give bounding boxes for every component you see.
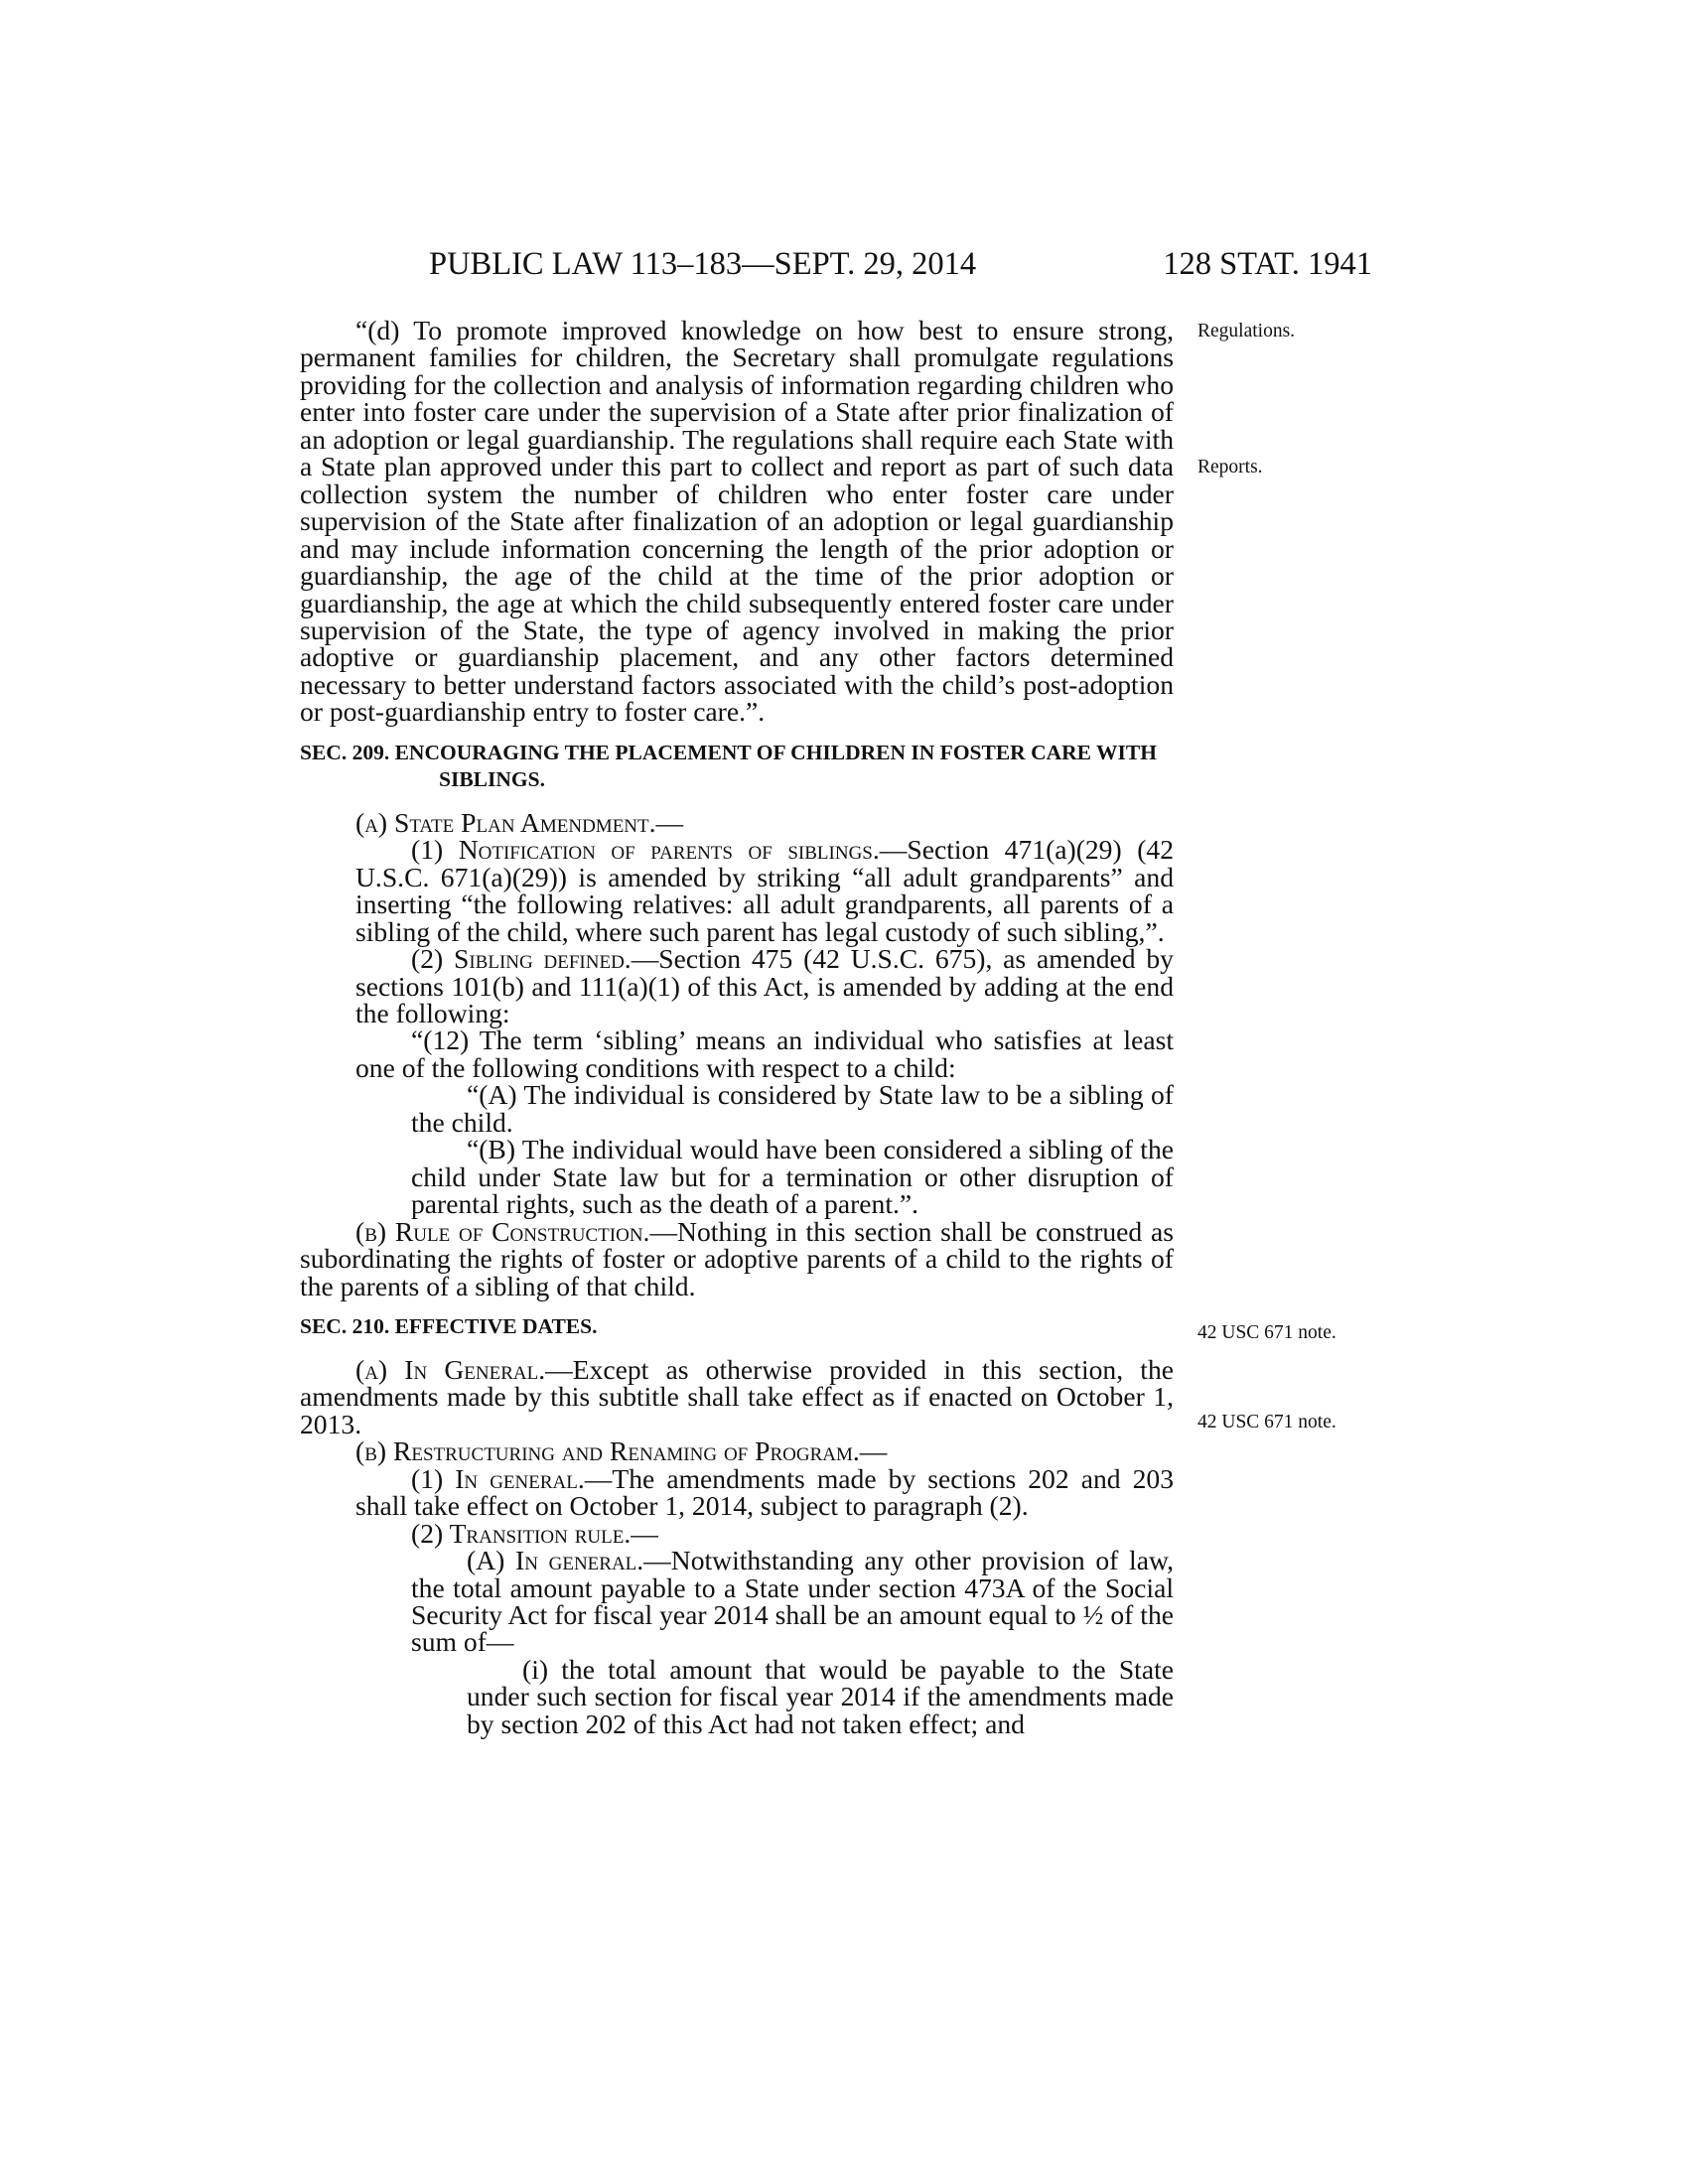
effective-paragraph-b2-heading [300,1517,1174,1549]
margin-note-usc-671-first: 42 USC 671 note. [1197,1322,1336,1343]
paragraph-a1-text: Section 471(a)(29) (42 U.S.C. 671(a)(29)) is amended by striking “all adult grandparents” and inserting “the following relatives: all adult grandparents, all parents of a sibling of the child, where such parent has legal custody of such sibling,”. [355,834,1174,947]
paragraph-a1-label: (1) Notification of parents of siblings.— [411,834,908,866]
effective-subparagraph-a-label: (A) In general.— [467,1545,671,1576]
effective-subsection-b-heading [300,1435,1174,1467]
margin-note-usc-671-second: 42 USC 671 note. [1197,1412,1336,1433]
effective-subsection-a [300,1353,1174,1439]
subsection-a-label: (a) State Plan Amendment.— [355,806,684,838]
effective-paragraph-b1 [300,1462,1174,1522]
effective-subsection-b-label: (b) Restructuring and Renaming of Program.— [355,1435,888,1467]
effective-clause-i: (i) the total amount that would be payable to the State under such section for fiscal year 2014 if the amendments made by section 202 of this Act had not taken effect; and [467,1653,1174,1739]
section-210-heading: SEC. 210. EFFECTIVE DATES. [300,1313,598,1338]
document-body [300,317,1174,1737]
effective-paragraph-b2-label: (2) Transition rule.— [411,1517,658,1549]
subsection-b-label: (b) Rule of Construction.— [355,1215,678,1247]
effective-paragraph-b1-text: The amendments made by sections 202 and 203 shall take effect on October 1, 2014, subject to paragraph (2). [355,1462,1174,1522]
quoted-paragraph-12: “(12) The term ‘sibling’ means an individual who satisfies at least one of the following conditions with respect to a child: [355,1024,1174,1083]
public-law-citation: PUBLIC LAW 113–183—SEPT. 29, 2014 [429,246,977,282]
margin-note-reports: Reports. [1197,457,1263,478]
subsection-b-text: Nothing in this section shall be construed as subordinating the rights of foster or adoptive parents of a child to the rights of the parents of a sibling of that child. [300,1215,1175,1301]
effective-subparagraph-a-text: Notwithstanding any other provision of law, the total amount payable to a State under section 473A of the Social Security Act for fiscal year 2014 shall be an amount equal to ½ of the sum of— [411,1545,1174,1658]
page-header [300,246,1372,286]
effective-subparagraph-a [300,1547,1174,1656]
paragraph-a2-text: Section 475 (42 U.S.C. 675), as amended by sections 101(b) and 111(a)(1) of this Act, is amended by adding at the end the following: [355,943,1174,1028]
margin-note-regulations: Regulations. [1197,321,1296,341]
effective-subsection-a-text: Except as otherwise provided in this section, the amendments made by this subtitle shall take effect as if enacted on October 1, 2013. [300,1353,1174,1439]
subsection-a-heading [300,806,1174,838]
quoted-subparagraph-a: “(A) The individual is considered by State law to be a sibling of the child. [411,1079,1174,1138]
section-209-heading: SEC. 209. ENCOURAGING THE PLACEMENT OF CHILDREN IN FOSTER CARE WITH SIBLINGS. [300,740,1157,791]
effective-paragraph-b1-label: (1) In general.— [411,1462,613,1494]
subsection-d: “(d) To promote improved knowledge on how best to ensure strong, permanent families for children, the Secretary shall promulgate regulations providing for the collection and analysis of information regarding children who enter into foster care under the supervision of a State after prior finalization of an adoption or legal guardianship. The regulations shall require each State with a State plan approved under this part to collect and report as part of such data collection system the number of children who enter foster care under supervision of the State after finalization of an adoption or legal guardianship and may include information concerning the length of the prior adoption or guardianship, the age of the child at the time of the prior adoption or guardianship, the age at which the child subsequently entered foster care under supervision of the State, the type of agency involved in making the prior adoptive or guardianship placement, and any other factors determined necessary to better understand factors associated with the child’s post-adoption or post-guardianship entry to foster care.”. [300,315,1174,728]
statute-page-number: 128 STAT. 1941 [1163,246,1372,282]
quoted-subparagraph-b: “(B) The individual would have been considered a sibling of the child under State law but for a termination or other disruption of parental rights, such as the death of a parent.”. [411,1134,1174,1220]
paragraph-a2-label: (2) Sibling defined.— [411,943,659,975]
paragraph-a2 [300,945,1174,1026]
subsection-b [300,1215,1175,1301]
effective-subsection-a-label: (a) In General.— [355,1353,573,1385]
paragraph-a1 [300,836,1174,945]
